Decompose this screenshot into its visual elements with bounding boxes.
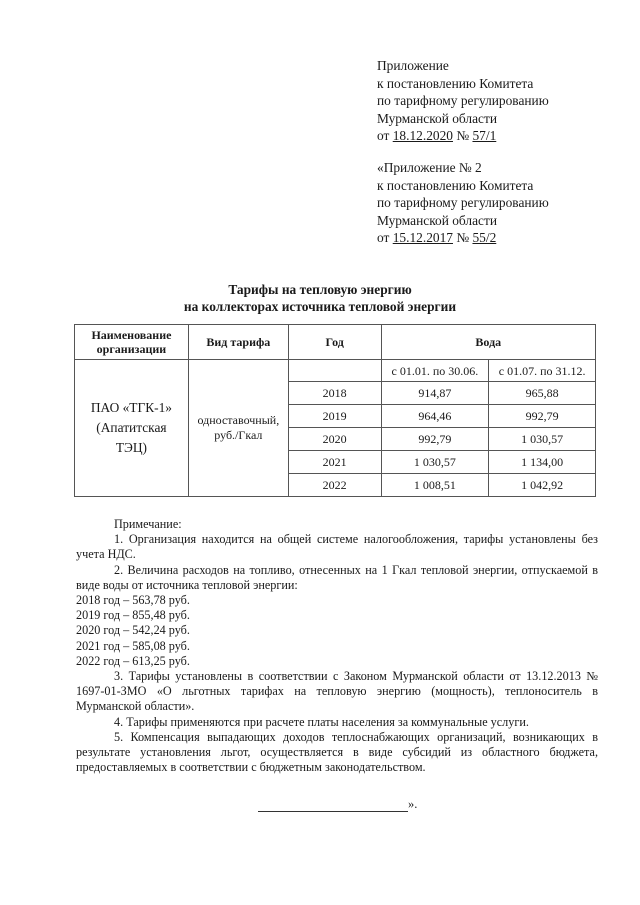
period1-value: 1 030,57 [381,451,489,474]
note-4: 4. Тарифы применяются при расчете платы населения за коммунальные услуги. [114,714,529,729]
tariff-table [74,324,596,497]
period1-value: 992,79 [381,428,489,451]
closing-quote: ». [408,797,418,811]
appendix-header-original [377,159,549,247]
closing-mark [258,797,417,812]
period2-value: 1 134,00 [489,451,596,474]
year-cell: 2020 [288,428,381,451]
note-5: 5. Компенсация выпадающих доходов теплоснабжающих организаций, возникающих в результате установления льгот, осуществляется в виде субсидий из областного бюджета, предоставляемых в соответствии с бюджетным законодательством. [76,729,598,775]
appendix-resolution: к постановлению Комитета [377,75,534,91]
table-header-row [75,325,596,360]
table-subheader-row [75,360,596,382]
notes-section [76,517,598,775]
document-title: Тарифы на тепловую энергию на коллекторах источника тепловой энергии [183,282,457,314]
tariff-type-cell: одноставочный, руб./Гкал [188,360,288,497]
period2-value: 1 030,57 [489,428,596,451]
org-name-cell: ПАО «ТГК-1» (Апатитская ТЭЦ) [75,360,189,497]
appendix-number: 55/2 [472,230,497,245]
appendix-committee: по тарифному регулированию [377,93,549,108]
period2-value: 992,79 [489,405,596,428]
period1-value: 1 008,51 [381,474,489,497]
note-3: 3. Тарифы установлены в соответствии с Законом Мурманской области от 13.12.2013 № 1697-01-ЗМО «О льготных тарифах на тепловую энергию (мощность), теплоноситель в Мурманской области». [76,669,598,714]
note-1: 1. Организация находится на общей системе налогообложения, тарифы установлены без учета НДС. [76,532,598,562]
fuel-cost-item: 2020 год – 542,24 руб. [76,623,190,638]
header-water: Вода [381,325,595,360]
period1-header: с 01.01. по 30.06. [381,360,489,382]
empty-year-cell [288,360,381,382]
note-2: 2. Величина расходов на топливо, отнесенных на 1 Гкал тепловой энергии, отпускаемой в виде воды от источника тепловой энергии: [76,562,598,592]
year-cell: 2021 [288,451,381,474]
period1-value: 914,87 [381,382,489,405]
year-cell: 2022 [288,474,381,497]
fuel-cost-item: 2021 год – 585,08 руб. [76,638,190,653]
fuel-cost-item: 2022 год – 613,25 руб. [76,653,190,668]
period2-value: 1 042,92 [489,474,596,497]
header-tariff-type: Вид тарифа [188,325,288,360]
appendix-region: Мурманской области [377,212,497,228]
year-cell: 2019 [288,405,381,428]
appendix-label: «Приложение № 2 [377,160,482,175]
signature-line [258,799,408,812]
fuel-cost-item: 2018 год – 563,78 руб. [76,593,190,608]
fuel-cost-item: 2019 год – 855,48 руб. [76,608,190,623]
appendix-resolution: к постановлению Комитета [377,177,534,193]
appendix-date: 18.12.2020 [392,128,453,143]
notes-heading: Примечание: [114,517,182,531]
appendix-committee: по тарифному регулированию [377,195,549,210]
header-org: Наименование организации [75,325,189,360]
period2-value: 965,88 [489,382,596,405]
year-cell: 2018 [288,382,381,405]
period1-value: 964,46 [381,405,489,428]
appendix-date-line: от 15.12.2017 № 55/2 [377,230,497,245]
appendix-header-current [377,57,549,145]
header-year: Год [288,325,381,360]
appendix-number: 57/1 [472,128,497,143]
appendix-label: Приложение [377,58,449,73]
appendix-date: 15.12.2017 [392,230,453,245]
period2-header: с 01.07. по 31.12. [489,360,596,382]
appendix-region: Мурманской области [377,110,497,126]
appendix-date-line: от 18.12.2020 № 57/1 [377,128,497,143]
